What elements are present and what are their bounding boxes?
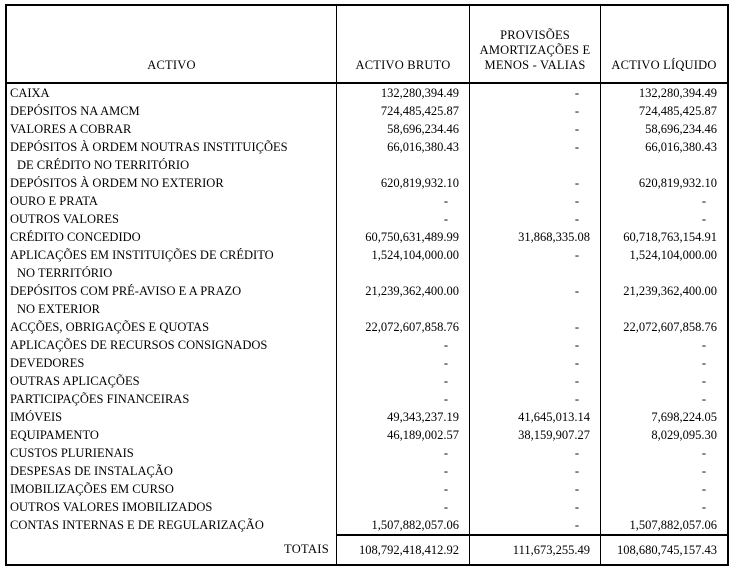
row-label-line1: IMOBILIZAÇÕES EM CURSO [10, 482, 174, 496]
table-row [7, 246, 727, 282]
cell-activo-liquido: 724,485,425.87 [600, 102, 727, 120]
row-label-line1: ACÇÕES, OBRIGAÇÕES E QUOTAS [10, 320, 210, 334]
cell-activo-bruto: - [336, 498, 469, 516]
table-row [7, 228, 727, 246]
row-label [7, 282, 336, 318]
cell-provisoes: - [469, 462, 600, 480]
cell-provisoes: - [469, 210, 600, 228]
table-row [7, 102, 727, 120]
row-label-line1: CRÉDITO CONCEDIDO [10, 230, 141, 244]
totals-row [7, 534, 727, 564]
balance-sheet-table [5, 4, 729, 566]
row-label [7, 138, 336, 174]
cell-activo-bruto: 58,696,234.46 [336, 120, 469, 138]
column-header-activo-bruto-label: ACTIVO BRUTO [355, 58, 451, 72]
row-label-line1: VALORES A COBRAR [10, 122, 132, 136]
row-label-line1: CAIXA [10, 86, 50, 100]
row-label [7, 498, 336, 516]
cell-provisoes: - [469, 372, 600, 390]
row-label [7, 354, 336, 372]
row-label [7, 192, 336, 210]
row-label-line1: EQUIPAMENTO [10, 428, 99, 442]
row-label-line1: CUSTOS PLURIENAIS [10, 446, 134, 460]
cell-provisoes: - [469, 390, 600, 408]
row-label-line1: OUTROS VALORES IMOBILIZADOS [10, 500, 213, 514]
row-label-line2: DE CRÉDITO NO TERRITÓRIO [17, 158, 190, 172]
cell-activo-liquido: 60,718,763,154.91 [600, 228, 727, 246]
row-label [7, 372, 336, 390]
row-label [7, 120, 336, 138]
row-label [7, 480, 336, 498]
table-row [7, 516, 727, 534]
cell-activo-bruto: 22,072,607,858.76 [336, 318, 469, 336]
table-row [7, 84, 727, 102]
cell-activo-bruto: - [336, 480, 469, 498]
cell-activo-liquido: - [600, 372, 727, 390]
totals-label: TOTAIS [283, 541, 329, 556]
cell-activo-liquido: 58,696,234.46 [600, 120, 727, 138]
table-row [7, 120, 727, 138]
cell-activo-bruto: 21,239,362,400.00 [336, 282, 469, 318]
row-label-line1: DEPÓSITOS À ORDEM NOUTRAS INSTITUIÇÕES [10, 140, 288, 154]
column-header-activo-liquido [600, 6, 727, 82]
row-label [7, 318, 336, 336]
cell-provisoes: - [469, 498, 600, 516]
cell-activo-liquido: 66,016,380.43 [600, 138, 727, 174]
column-header-provisoes [469, 6, 600, 82]
cell-activo-liquido: - [600, 498, 727, 516]
row-label [7, 462, 336, 480]
row-label-line1: PARTICIPAÇÕES FINANCEIRAS [10, 392, 190, 406]
cell-provisoes: - [469, 174, 600, 192]
row-label [7, 210, 336, 228]
cell-activo-bruto: - [336, 444, 469, 462]
table-body [7, 84, 727, 534]
column-header-activo [7, 6, 336, 82]
column-header-activo-bruto [336, 6, 469, 82]
cell-provisoes: - [469, 336, 600, 354]
column-header-provisoes-line1: PROVISÕES [500, 28, 570, 42]
table-row [7, 138, 727, 174]
cell-activo-liquido: 1,507,882,057.06 [600, 516, 727, 534]
cell-provisoes: - [469, 516, 600, 534]
column-header-provisoes-line2: AMORTIZAÇÕES E [479, 43, 591, 57]
cell-activo-liquido: 7,698,224.05 [600, 408, 727, 426]
row-label-line1: OUTROS VALORES [10, 212, 119, 226]
cell-activo-bruto: 49,343,237.19 [336, 408, 469, 426]
row-label-line1: OURO E PRATA [10, 194, 98, 208]
cell-provisoes: - [469, 102, 600, 120]
cell-activo-liquido: 21,239,362,400.00 [600, 282, 727, 318]
column-header-provisoes-line3: MENOS - VALIAS [484, 58, 586, 72]
cell-activo-bruto: 46,189,002.57 [336, 426, 469, 444]
row-label-line1: APLICAÇÕES DE RECURSOS CONSIGNADOS [10, 338, 268, 352]
totals-provisoes: 111,673,255.49 [469, 534, 600, 564]
cell-provisoes: - [469, 282, 600, 318]
row-label-line1: DEPÓSITOS COM PRÉ-AVISO E A PRAZO [10, 284, 242, 298]
cell-activo-bruto: - [336, 462, 469, 480]
row-label-line1: DEPÓSITOS NA AMCM [10, 104, 140, 118]
row-label-line2: NO EXTERIOR [17, 302, 100, 316]
cell-activo-bruto: - [336, 192, 469, 210]
cell-provisoes: - [469, 192, 600, 210]
table-row [7, 408, 727, 426]
row-label [7, 444, 336, 462]
column-header-activo-liquido-label: ACTIVO LÍQUIDO [611, 58, 717, 72]
cell-activo-bruto: 66,016,380.43 [336, 138, 469, 174]
table-row [7, 336, 727, 354]
row-label [7, 84, 336, 102]
cell-activo-liquido: - [600, 336, 727, 354]
row-label-line1: APLICAÇÕES EM INSTITUIÇÕES DE CRÉDITO [10, 248, 274, 262]
cell-activo-bruto: 724,485,425.87 [336, 102, 469, 120]
table-row [7, 354, 727, 372]
row-label-line1: OUTRAS APLICAÇÕES [10, 374, 140, 388]
table-header-row [7, 6, 727, 84]
cell-provisoes: 41,645,013.14 [469, 408, 600, 426]
cell-provisoes: 38,159,907.27 [469, 426, 600, 444]
table-row [7, 192, 727, 210]
cell-activo-bruto: - [336, 372, 469, 390]
cell-activo-liquido: - [600, 462, 727, 480]
cell-provisoes: - [469, 120, 600, 138]
cell-activo-liquido: 8,029,095.30 [600, 426, 727, 444]
cell-activo-liquido: 132,280,394.49 [600, 84, 727, 102]
table-row [7, 498, 727, 516]
table-row [7, 318, 727, 336]
column-header-activo-label: ACTIVO [147, 58, 196, 72]
row-label [7, 390, 336, 408]
table-row [7, 390, 727, 408]
cell-provisoes: - [469, 354, 600, 372]
table-row [7, 282, 727, 318]
table-row [7, 444, 727, 462]
cell-provisoes: - [469, 318, 600, 336]
row-label-line1: CONTAS INTERNAS E DE REGULARIZAÇÃO [10, 518, 264, 532]
row-label [7, 516, 336, 534]
totals-activo-bruto: 108,792,418,412.92 [336, 534, 469, 564]
cell-activo-liquido: - [600, 444, 727, 462]
cell-activo-liquido: 620,819,932.10 [600, 174, 727, 192]
row-label [7, 246, 336, 282]
cell-provisoes: 31,868,335.08 [469, 228, 600, 246]
cell-provisoes: - [469, 84, 600, 102]
cell-activo-bruto: 1,507,882,057.06 [336, 516, 469, 534]
row-label-line1: IMÓVEIS [10, 410, 63, 424]
cell-activo-liquido: - [600, 390, 727, 408]
cell-activo-liquido: - [600, 480, 727, 498]
cell-activo-bruto: - [336, 390, 469, 408]
cell-provisoes: - [469, 444, 600, 462]
cell-activo-bruto: 132,280,394.49 [336, 84, 469, 102]
table-row [7, 372, 727, 390]
row-label [7, 426, 336, 444]
cell-activo-bruto: - [336, 210, 469, 228]
cell-activo-bruto: 620,819,932.10 [336, 174, 469, 192]
cell-provisoes: - [469, 480, 600, 498]
row-label [7, 102, 336, 120]
row-label-line1: DESPESAS DE INSTALAÇÃO [10, 464, 173, 478]
cell-activo-liquido: - [600, 210, 727, 228]
totals-activo-liquido: 108,680,745,157.43 [600, 534, 727, 564]
row-label-line2: NO TERRITÓRIO [17, 266, 113, 280]
table-row [7, 462, 727, 480]
cell-activo-bruto: 1,524,104,000.00 [336, 246, 469, 282]
cell-activo-bruto: - [336, 354, 469, 372]
cell-provisoes: - [469, 246, 600, 282]
row-label [7, 228, 336, 246]
row-label-line1: DEVEDORES [10, 356, 85, 370]
cell-provisoes: - [469, 138, 600, 174]
cell-activo-liquido: 22,072,607,858.76 [600, 318, 727, 336]
row-label [7, 336, 336, 354]
table-row [7, 426, 727, 444]
cell-activo-bruto: - [336, 336, 469, 354]
table-row [7, 174, 727, 192]
row-label-line1: DEPÓSITOS À ORDEM NO EXTERIOR [10, 176, 224, 190]
cell-activo-liquido: 1,524,104,000.00 [600, 246, 727, 282]
cell-activo-liquido: - [600, 192, 727, 210]
row-label [7, 408, 336, 426]
cell-activo-liquido: - [600, 354, 727, 372]
table-row [7, 480, 727, 498]
row-label [7, 174, 336, 192]
cell-activo-bruto: 60,750,631,489.99 [336, 228, 469, 246]
table-row [7, 210, 727, 228]
